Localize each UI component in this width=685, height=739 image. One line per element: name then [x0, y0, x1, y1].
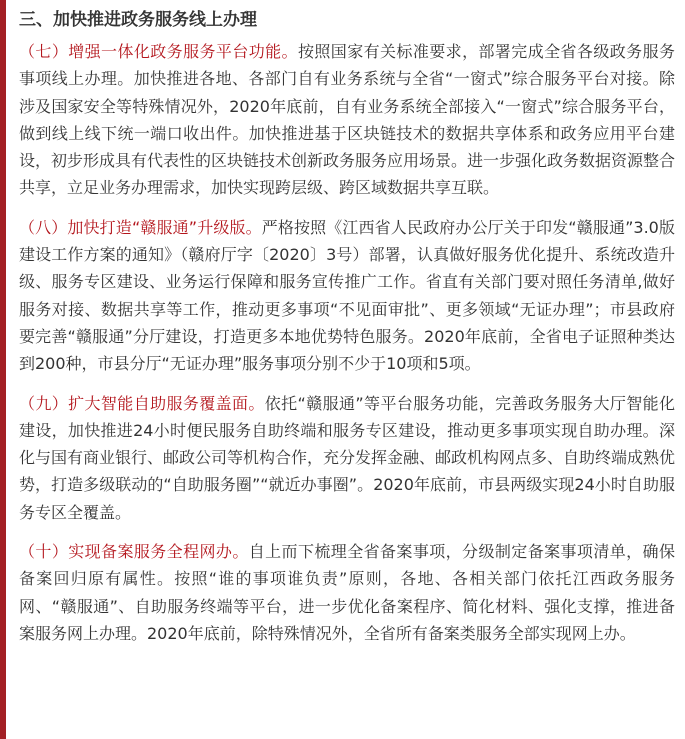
article-content — [19, 6, 675, 659]
paragraph-8-body: 严格按照《江西省人民政府办公厅关于印发“赣服通”3.0版建设工作方案的通知》（赣府厅字〔2020〕3号）部署，认真做好服务优化提升、系统改造升级、服务专区建设、业务运行保障和服务宣传推广工作。省直有关部门要对照任务清单,做好服务对接、数据共享等工作，推动更多事项“不见面审批”、更多领域“无证办理”；市县政府要完善“赣服通”分厅建设，打造更多本地优势特色服务。2020年底前，全省电子证照种类达到200种，市县分厅“无证办理”服务事项分别不少于10项和5项。 — [19, 217, 675, 374]
paragraph-9-lead: （九）扩大智能自助服务覆盖面。 — [19, 393, 265, 413]
paragraph-9 — [19, 390, 675, 526]
paragraph-7 — [19, 38, 675, 202]
left-accent-rule — [0, 0, 6, 739]
paragraph-8-lead: （八）加快打造“赣服通”升级版。 — [19, 217, 262, 237]
paragraph-10 — [19, 538, 675, 647]
paragraph-7-body: 按照国家有关标准要求，部署完成全省各级政务服务事项线上办理。加快推进各地、各部门自有业务系统与全省“一窗式”综合服务平台对接。除涉及国家安全等特殊情况外，2020年底前，自有业务系统全部接入“一窗式”综合服务平台，做到线上线下统一端口收出件。加快推进基于区块链技术的数据共享体系和政务应用平台建设，初步形成具有代表性的区块链技术创新政务服务应用场景。进一步强化政务数据资源整合共享，立足业务办理需求，加快实现跨层级、跨区域数据共享互联。 — [19, 42, 676, 198]
paragraph-8 — [19, 214, 675, 378]
paragraph-9-body: 依托“赣服通”等平台服务功能，完善政务服务大厅智能化建设，加快推进24小时便民服务自助终端和服务专区建设，推动更多事项实现自助办理。深化与国有商业银行、邮政公司等机构合作，充分发挥金融、邮政机构网点多、自助终端成熟优势，打造多级联动的“自助服务圈”“就近办事圈”。2020年底前，市县两级实现24小时自助服务专区全覆盖。 — [19, 393, 676, 522]
paragraph-7-lead: （七）增强一体化政务服务平台功能。 — [19, 42, 298, 61]
paragraph-10-body: 自上而下梳理全省备案事项，分级制定备案事项清单，确保备案回归原有属性。按照“谁的事项谁负责”原则，各地、各相关部门依托江西政务服务网、“赣服通”、自助服务终端等平台，进一步优化备案程序、简化材料、强化支撑，推进备案服务网上办理。2020年底前，除特殊情况外，全省所有备案类服务全部实现网上办。 — [19, 542, 675, 643]
paragraph-10-lead: （十）实现备案服务全程网办。 — [19, 542, 249, 562]
section-heading: 三、加快推进政务服务线上办理 — [19, 10, 257, 30]
